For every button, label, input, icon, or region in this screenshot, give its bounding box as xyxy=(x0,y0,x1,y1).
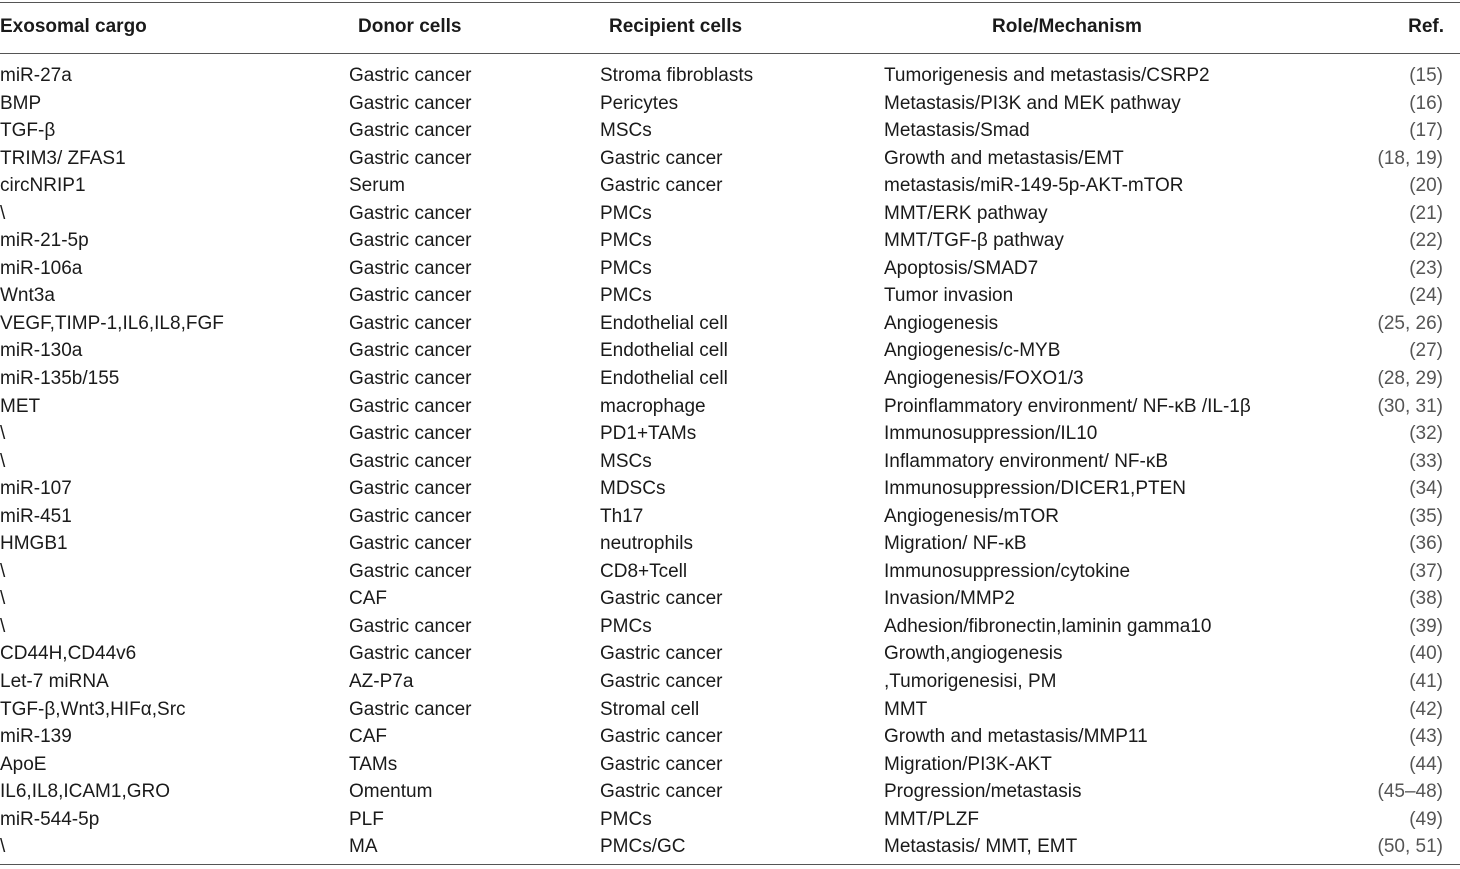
cell-exosomal-cargo: TRIM3/ ZFAS1 xyxy=(0,147,126,169)
cell-ref: (16) xyxy=(1409,92,1443,114)
cell-ref: (41) xyxy=(1409,671,1443,693)
cell-ref: (30, 31) xyxy=(1377,395,1443,417)
cell-recipient-cells: MDSCs xyxy=(600,478,666,500)
table-row xyxy=(0,806,1460,834)
cell-exosomal-cargo: \ xyxy=(0,615,6,637)
cell-donor-cells: Gastric cancer xyxy=(349,257,472,279)
cell-recipient-cells: PMCs/GC xyxy=(600,836,686,858)
table-row xyxy=(0,117,1460,145)
cell-donor-cells: Omentum xyxy=(349,781,433,803)
cell-ref: (36) xyxy=(1409,533,1443,555)
cell-ref: (25, 26) xyxy=(1377,312,1443,334)
cell-role-mechanism: MMT xyxy=(884,698,928,720)
cell-ref: (44) xyxy=(1409,753,1443,775)
cell-donor-cells: Gastric cancer xyxy=(349,285,472,307)
cell-exosomal-cargo: \ xyxy=(0,588,6,610)
cell-exosomal-cargo: ApoE xyxy=(0,753,47,775)
cell-ref: (40) xyxy=(1409,643,1443,665)
cell-recipient-cells: PMCs xyxy=(600,230,652,252)
cell-ref: (32) xyxy=(1409,423,1443,445)
cell-ref: (22) xyxy=(1409,230,1443,252)
header-ref: Ref. xyxy=(1408,16,1444,37)
cell-ref: (39) xyxy=(1409,615,1443,637)
cell-recipient-cells: Gastric cancer xyxy=(600,726,723,748)
cell-ref: (17) xyxy=(1409,120,1443,142)
cell-exosomal-cargo: miR-21-5p xyxy=(0,230,89,252)
cell-role-mechanism: Progression/metastasis xyxy=(884,781,1082,803)
cell-exosomal-cargo: circNRIP1 xyxy=(0,175,86,197)
cell-recipient-cells: PMCs xyxy=(600,808,652,830)
cell-role-mechanism: Metastasis/PI3K and MEK pathway xyxy=(884,92,1181,114)
table-row xyxy=(0,255,1460,283)
table-row xyxy=(0,778,1460,806)
table-row xyxy=(0,62,1460,90)
cell-ref: (38) xyxy=(1409,588,1443,610)
cell-role-mechanism: Invasion/MMP2 xyxy=(884,588,1015,610)
cell-recipient-cells: MSCs xyxy=(600,120,652,142)
table-row xyxy=(0,200,1460,228)
header-role-mechanism: Role/Mechanism xyxy=(992,16,1142,37)
cell-recipient-cells: Gastric cancer xyxy=(600,147,723,169)
cell-role-mechanism: Immunosuppression/IL10 xyxy=(884,423,1098,445)
cell-donor-cells: AZ-P7a xyxy=(349,671,414,693)
cell-recipient-cells: Gastric cancer xyxy=(600,781,723,803)
cell-exosomal-cargo: miR-135b/155 xyxy=(0,368,120,390)
cell-role-mechanism: Migration/PI3K-AKT xyxy=(884,753,1052,775)
header-exosomal-cargo: Exosomal cargo xyxy=(0,16,147,37)
cell-ref: (27) xyxy=(1409,340,1443,362)
cell-donor-cells: Gastric cancer xyxy=(349,340,472,362)
header-rule xyxy=(0,53,1460,54)
table-row xyxy=(0,530,1460,558)
cell-role-mechanism: MMT/TGF-β pathway xyxy=(884,230,1064,252)
table-row xyxy=(0,172,1460,200)
cell-recipient-cells: PMCs xyxy=(600,615,652,637)
cell-recipient-cells: Gastric cancer xyxy=(600,643,723,665)
cell-exosomal-cargo: CD44H,CD44v6 xyxy=(0,643,137,665)
cell-exosomal-cargo: TGF-β,Wnt3,HIFα,Src xyxy=(0,698,186,720)
table-row xyxy=(0,585,1460,613)
cell-donor-cells: Gastric cancer xyxy=(349,92,472,114)
top-rule xyxy=(0,2,1460,3)
table-row xyxy=(0,393,1460,421)
cell-donor-cells: Gastric cancer xyxy=(349,560,472,582)
cell-exosomal-cargo: \ xyxy=(0,202,6,224)
cell-ref: (15) xyxy=(1409,65,1443,86)
cell-exosomal-cargo: miR-544-5p xyxy=(0,808,100,830)
table-row xyxy=(0,310,1460,338)
cell-donor-cells: TAMs xyxy=(349,753,398,775)
cell-recipient-cells: Pericytes xyxy=(600,92,679,114)
cell-donor-cells: Serum xyxy=(349,175,405,197)
cell-recipient-cells: Th17 xyxy=(600,505,644,527)
cell-recipient-cells: Endothelial cell xyxy=(600,368,728,390)
table-row xyxy=(0,420,1460,448)
cell-recipient-cells: PMCs xyxy=(600,285,652,307)
cell-donor-cells: MA xyxy=(349,836,378,858)
cell-role-mechanism: MMT/ERK pathway xyxy=(884,202,1048,224)
cell-exosomal-cargo: VEGF,TIMP-1,IL6,IL8,FGF xyxy=(0,312,224,334)
cell-donor-cells: Gastric cancer xyxy=(349,450,472,472)
cell-exosomal-cargo: miR-27a xyxy=(0,65,72,86)
cell-donor-cells: Gastric cancer xyxy=(349,533,472,555)
cell-recipient-cells: neutrophils xyxy=(600,533,693,555)
table-row xyxy=(0,448,1460,476)
cell-donor-cells: CAF xyxy=(349,726,387,748)
cell-role-mechanism: Migration/ NF-κB xyxy=(884,533,1027,555)
cell-exosomal-cargo: \ xyxy=(0,836,6,858)
cell-ref: (20) xyxy=(1409,175,1443,197)
cell-donor-cells: Gastric cancer xyxy=(349,368,472,390)
table-row xyxy=(0,365,1460,393)
cell-role-mechanism: Immunosuppression/DICER1,PTEN xyxy=(884,478,1186,500)
cell-role-mechanism: Metastasis/ MMT, EMT xyxy=(884,836,1078,858)
cell-ref: (23) xyxy=(1409,257,1443,279)
table-row xyxy=(0,90,1460,118)
table-row xyxy=(0,833,1460,861)
cell-donor-cells: Gastric cancer xyxy=(349,478,472,500)
cell-recipient-cells: MSCs xyxy=(600,450,652,472)
header-recipient-cells: Recipient cells xyxy=(609,16,743,37)
cell-donor-cells: Gastric cancer xyxy=(349,505,472,527)
cell-role-mechanism: Metastasis/Smad xyxy=(884,120,1030,142)
cell-exosomal-cargo: Wnt3a xyxy=(0,285,55,307)
table-row xyxy=(0,640,1460,668)
cell-donor-cells: CAF xyxy=(349,588,387,610)
table-row xyxy=(0,668,1460,696)
cell-exosomal-cargo: miR-451 xyxy=(0,505,72,527)
cell-recipient-cells: Endothelial cell xyxy=(600,340,728,362)
cell-exosomal-cargo: miR-130a xyxy=(0,340,83,362)
cell-role-mechanism: Apoptosis/SMAD7 xyxy=(884,257,1039,279)
cell-exosomal-cargo: \ xyxy=(0,450,6,472)
cell-ref: (18, 19) xyxy=(1377,147,1443,169)
cell-role-mechanism: MMT/PLZF xyxy=(884,808,979,830)
cell-ref: (24) xyxy=(1409,285,1443,307)
table-row xyxy=(0,558,1460,586)
table-row xyxy=(0,613,1460,641)
cell-role-mechanism: Angiogenesis/mTOR xyxy=(884,505,1059,527)
cell-role-mechanism: ,Tumorigenesisi, PM xyxy=(884,671,1057,693)
cell-exosomal-cargo: TGF-β xyxy=(0,120,56,142)
table-body xyxy=(0,62,1460,861)
cell-recipient-cells: PMCs xyxy=(600,257,652,279)
table-row xyxy=(0,337,1460,365)
cell-donor-cells: Gastric cancer xyxy=(349,65,472,86)
cell-exosomal-cargo: IL6,IL8,ICAM1,GRO xyxy=(0,781,171,803)
cell-ref: (49) xyxy=(1409,808,1443,830)
cell-ref: (50, 51) xyxy=(1377,836,1443,858)
cell-recipient-cells: Stroma fibroblasts xyxy=(600,65,754,86)
table-row xyxy=(0,145,1460,173)
bottom-rule xyxy=(0,864,1460,865)
cell-role-mechanism: Proinflammatory environment/ NF-κB /IL-1β xyxy=(884,395,1251,417)
cell-recipient-cells: Gastric cancer xyxy=(600,588,723,610)
cell-role-mechanism: metastasis/miR-149-5p-AKT-mTOR xyxy=(884,175,1184,197)
cell-ref: (42) xyxy=(1409,698,1443,720)
cell-recipient-cells: macrophage xyxy=(600,395,706,417)
cell-ref: (28, 29) xyxy=(1377,368,1443,390)
cell-exosomal-cargo: Let-7 miRNA xyxy=(0,671,109,693)
cell-exosomal-cargo: BMP xyxy=(0,92,42,114)
cell-donor-cells: Gastric cancer xyxy=(349,395,472,417)
cell-donor-cells: Gastric cancer xyxy=(349,120,472,142)
table-row xyxy=(0,227,1460,255)
cell-donor-cells: Gastric cancer xyxy=(349,147,472,169)
cell-role-mechanism: Tumorigenesis and metastasis/CSRP2 xyxy=(884,65,1210,86)
table-row xyxy=(0,503,1460,531)
cell-exosomal-cargo: miR-106a xyxy=(0,257,83,279)
cell-donor-cells: Gastric cancer xyxy=(349,230,472,252)
cell-exosomal-cargo: \ xyxy=(0,560,6,582)
table-header xyxy=(0,12,1460,42)
cell-recipient-cells: PD1+TAMs xyxy=(600,423,697,445)
cell-role-mechanism: Growth,angiogenesis xyxy=(884,643,1063,665)
cell-recipient-cells: Gastric cancer xyxy=(600,671,723,693)
cell-donor-cells: Gastric cancer xyxy=(349,643,472,665)
cell-donor-cells: Gastric cancer xyxy=(349,698,472,720)
cell-role-mechanism: Inflammatory environment/ NF-κB xyxy=(884,450,1169,472)
cell-donor-cells: Gastric cancer xyxy=(349,423,472,445)
cell-role-mechanism: Growth and metastasis/MMP11 xyxy=(884,726,1148,748)
cell-recipient-cells: Gastric cancer xyxy=(600,175,723,197)
table-row xyxy=(0,475,1460,503)
cell-ref: (45–48) xyxy=(1377,781,1443,803)
cell-exosomal-cargo: miR-139 xyxy=(0,726,72,748)
cell-role-mechanism: Angiogenesis/c-MYB xyxy=(884,340,1061,362)
cell-recipient-cells: Stromal cell xyxy=(600,698,700,720)
cell-donor-cells: PLF xyxy=(349,808,384,830)
header-donor-cells: Donor cells xyxy=(358,16,462,37)
table-row xyxy=(0,696,1460,724)
cell-donor-cells: Gastric cancer xyxy=(349,312,472,334)
cell-donor-cells: Gastric cancer xyxy=(349,615,472,637)
cell-exosomal-cargo: \ xyxy=(0,423,6,445)
cell-role-mechanism: Angiogenesis xyxy=(884,312,999,334)
cell-recipient-cells: Gastric cancer xyxy=(600,753,723,775)
cell-role-mechanism: Immunosuppression/cytokine xyxy=(884,560,1131,582)
cell-role-mechanism: Tumor invasion xyxy=(884,285,1014,307)
cell-ref: (37) xyxy=(1409,560,1443,582)
cell-exosomal-cargo: MET xyxy=(0,395,41,417)
table-row xyxy=(0,282,1460,310)
cell-role-mechanism: Growth and metastasis/EMT xyxy=(884,147,1124,169)
cell-donor-cells: Gastric cancer xyxy=(349,202,472,224)
cell-recipient-cells: Endothelial cell xyxy=(600,312,728,334)
cell-ref: (33) xyxy=(1409,450,1443,472)
cell-exosomal-cargo: miR-107 xyxy=(0,478,72,500)
cell-exosomal-cargo: HMGB1 xyxy=(0,533,68,555)
cell-ref: (35) xyxy=(1409,505,1443,527)
table-row xyxy=(0,723,1460,751)
cell-ref: (34) xyxy=(1409,478,1443,500)
cell-role-mechanism: Angiogenesis/FOXO1/3 xyxy=(884,368,1084,390)
cell-ref: (21) xyxy=(1409,202,1443,224)
cell-recipient-cells: PMCs xyxy=(600,202,652,224)
cell-ref: (43) xyxy=(1409,726,1443,748)
table-row xyxy=(0,751,1460,779)
cell-recipient-cells: CD8+Tcell xyxy=(600,560,688,582)
cell-role-mechanism: Adhesion/fibronectin,laminin gamma10 xyxy=(884,615,1212,637)
